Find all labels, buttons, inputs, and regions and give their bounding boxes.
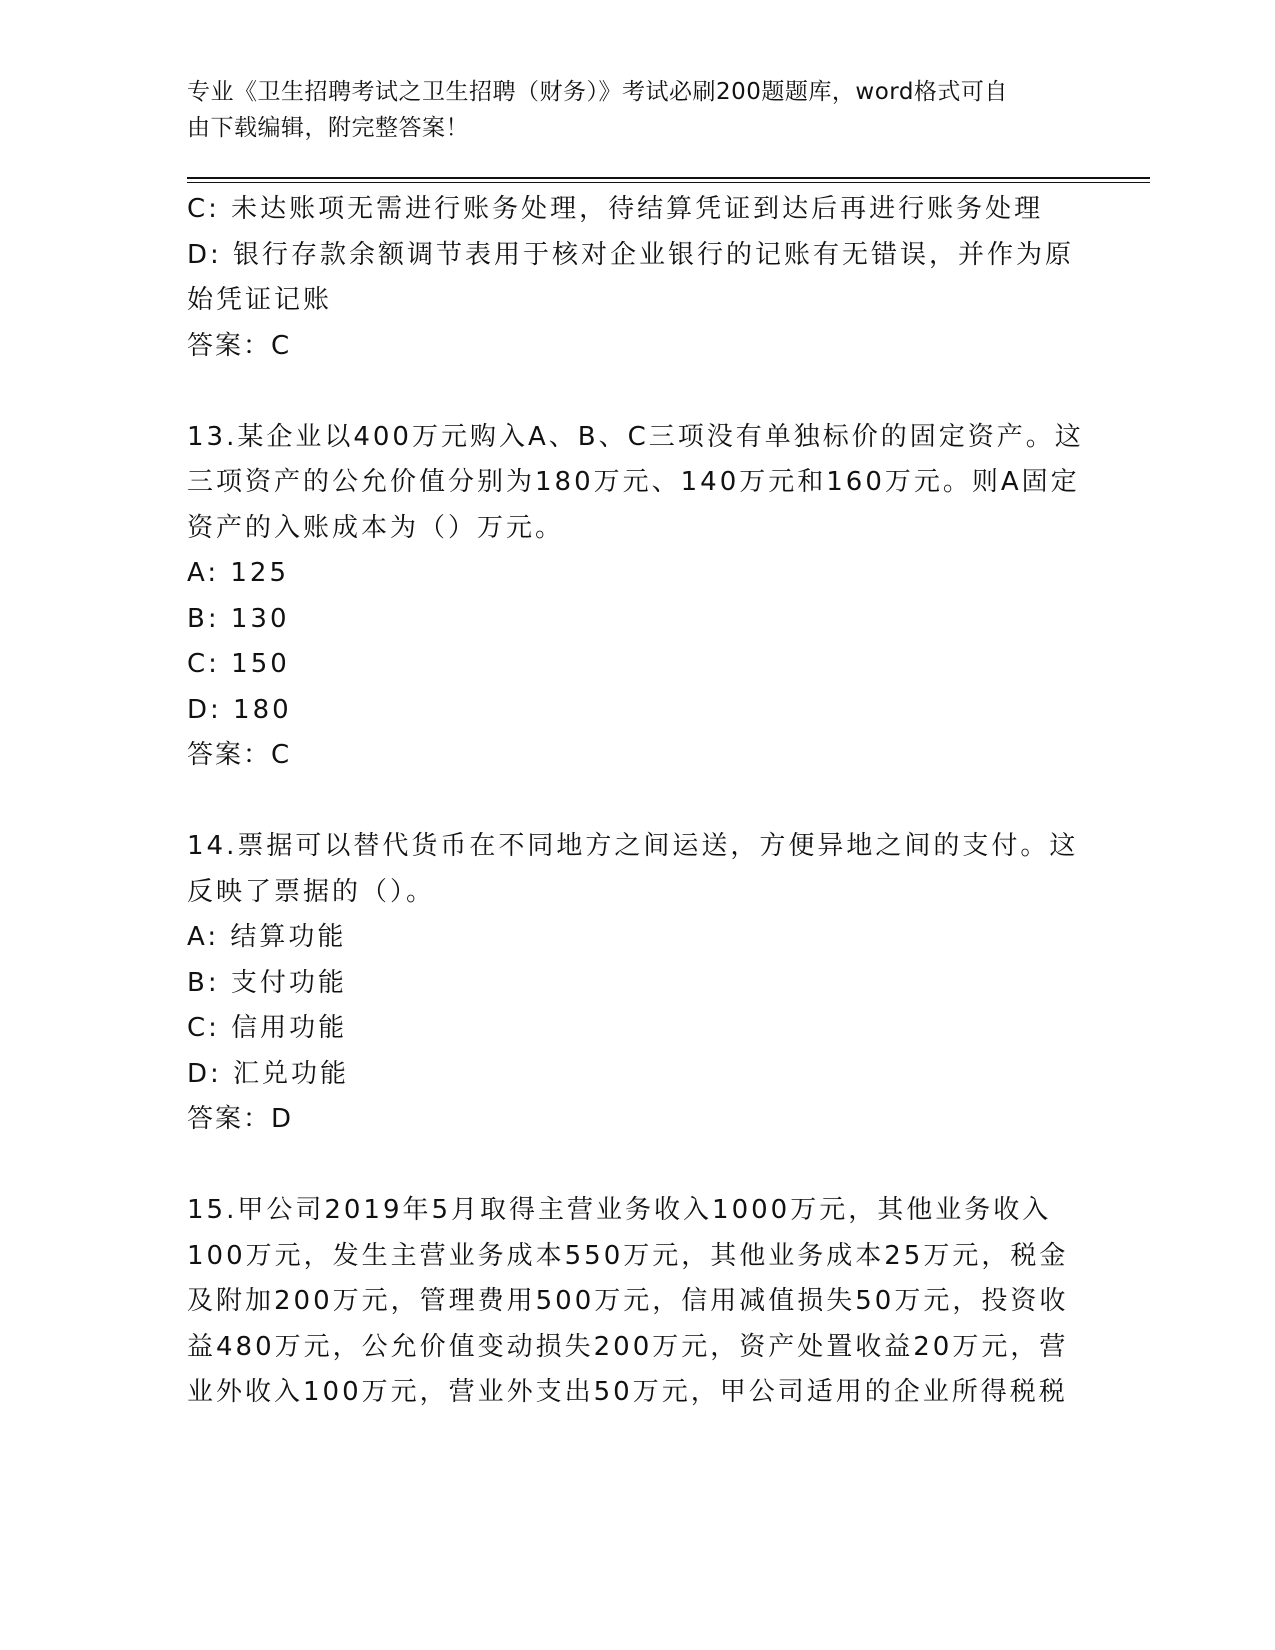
option-a: A: 125 [187, 558, 289, 588]
option-b: B: 130 [187, 603, 290, 634]
answer: 答案：D [187, 1104, 294, 1134]
answer: 答案：C [187, 330, 292, 361]
question-stem-line: 业外收入100万元，营业外支出50万元，甲公司适用的企业所得税税 [187, 1377, 1068, 1407]
question-stem-line: 14.票据可以替代货币在不同地方之间运送，方便异地之间的支付。这 [187, 831, 1079, 861]
option-d-line-2: 始凭证记账 [187, 285, 333, 315]
option-c: C: 未达账项无需进行账务处理，待结算凭证到达后再进行账务处理 [187, 194, 1044, 224]
question-15 [187, 1188, 1087, 1416]
header-title-line-2: 由下载编辑，附完整答案！ [187, 115, 469, 141]
option-d: D: 180 [187, 694, 292, 725]
question-stem-line: 及附加200万元，管理费用500万元，信用减值损失50万元，投资收 [187, 1286, 1069, 1316]
option-a: A: 结算功能 [187, 922, 347, 952]
document-header [187, 74, 1067, 146]
question-stem-line: 三项资产的公允价值分别为180万元、140万元和160万元。则A固定 [187, 467, 1080, 497]
question-stem-line: 13.某企业以400万元购入A、B、C三项没有单独标价的固定资产。这 [187, 421, 1084, 452]
option-b: B: 支付功能 [187, 967, 347, 998]
question-stem-line: 益480万元，公允价值变动损失200万元，资产处置收益20万元，营 [187, 1331, 1069, 1362]
header-divider-thick [187, 177, 1150, 179]
header-divider-thin [187, 182, 1150, 183]
question-stem-line: 100万元，发生主营业务成本550万元，其他业务成本25万元，税金 [187, 1240, 1069, 1271]
question-14 [187, 824, 1087, 1143]
question-stem-line: 资产的入账成本为（）万元。 [187, 512, 565, 543]
spacer [187, 369, 1087, 415]
question-13 [187, 415, 1087, 779]
spacer [187, 779, 1087, 825]
question-stem-line: 反映了票据的（）。 [187, 876, 436, 907]
option-c: C: 150 [187, 649, 290, 679]
option-d-line-1: D: 银行存款余额调节表用于核对企业银行的记账有无错误，并作为原 [187, 239, 1075, 270]
answer: 答案：C [187, 740, 292, 770]
document-body [187, 187, 1087, 1416]
question-12-continued [187, 187, 1087, 369]
option-d: D: 汇兑功能 [187, 1058, 350, 1089]
spacer [187, 1143, 1087, 1189]
question-stem-line: 15.甲公司2019年5月取得主营业务收入1000万元，其他业务收入 [187, 1195, 1052, 1225]
option-c: C: 信用功能 [187, 1013, 348, 1043]
header-title-line-1: 专业《卫生招聘考试之卫生招聘（财务）》考试必刷200题题库，word格式可自 [187, 79, 1008, 105]
